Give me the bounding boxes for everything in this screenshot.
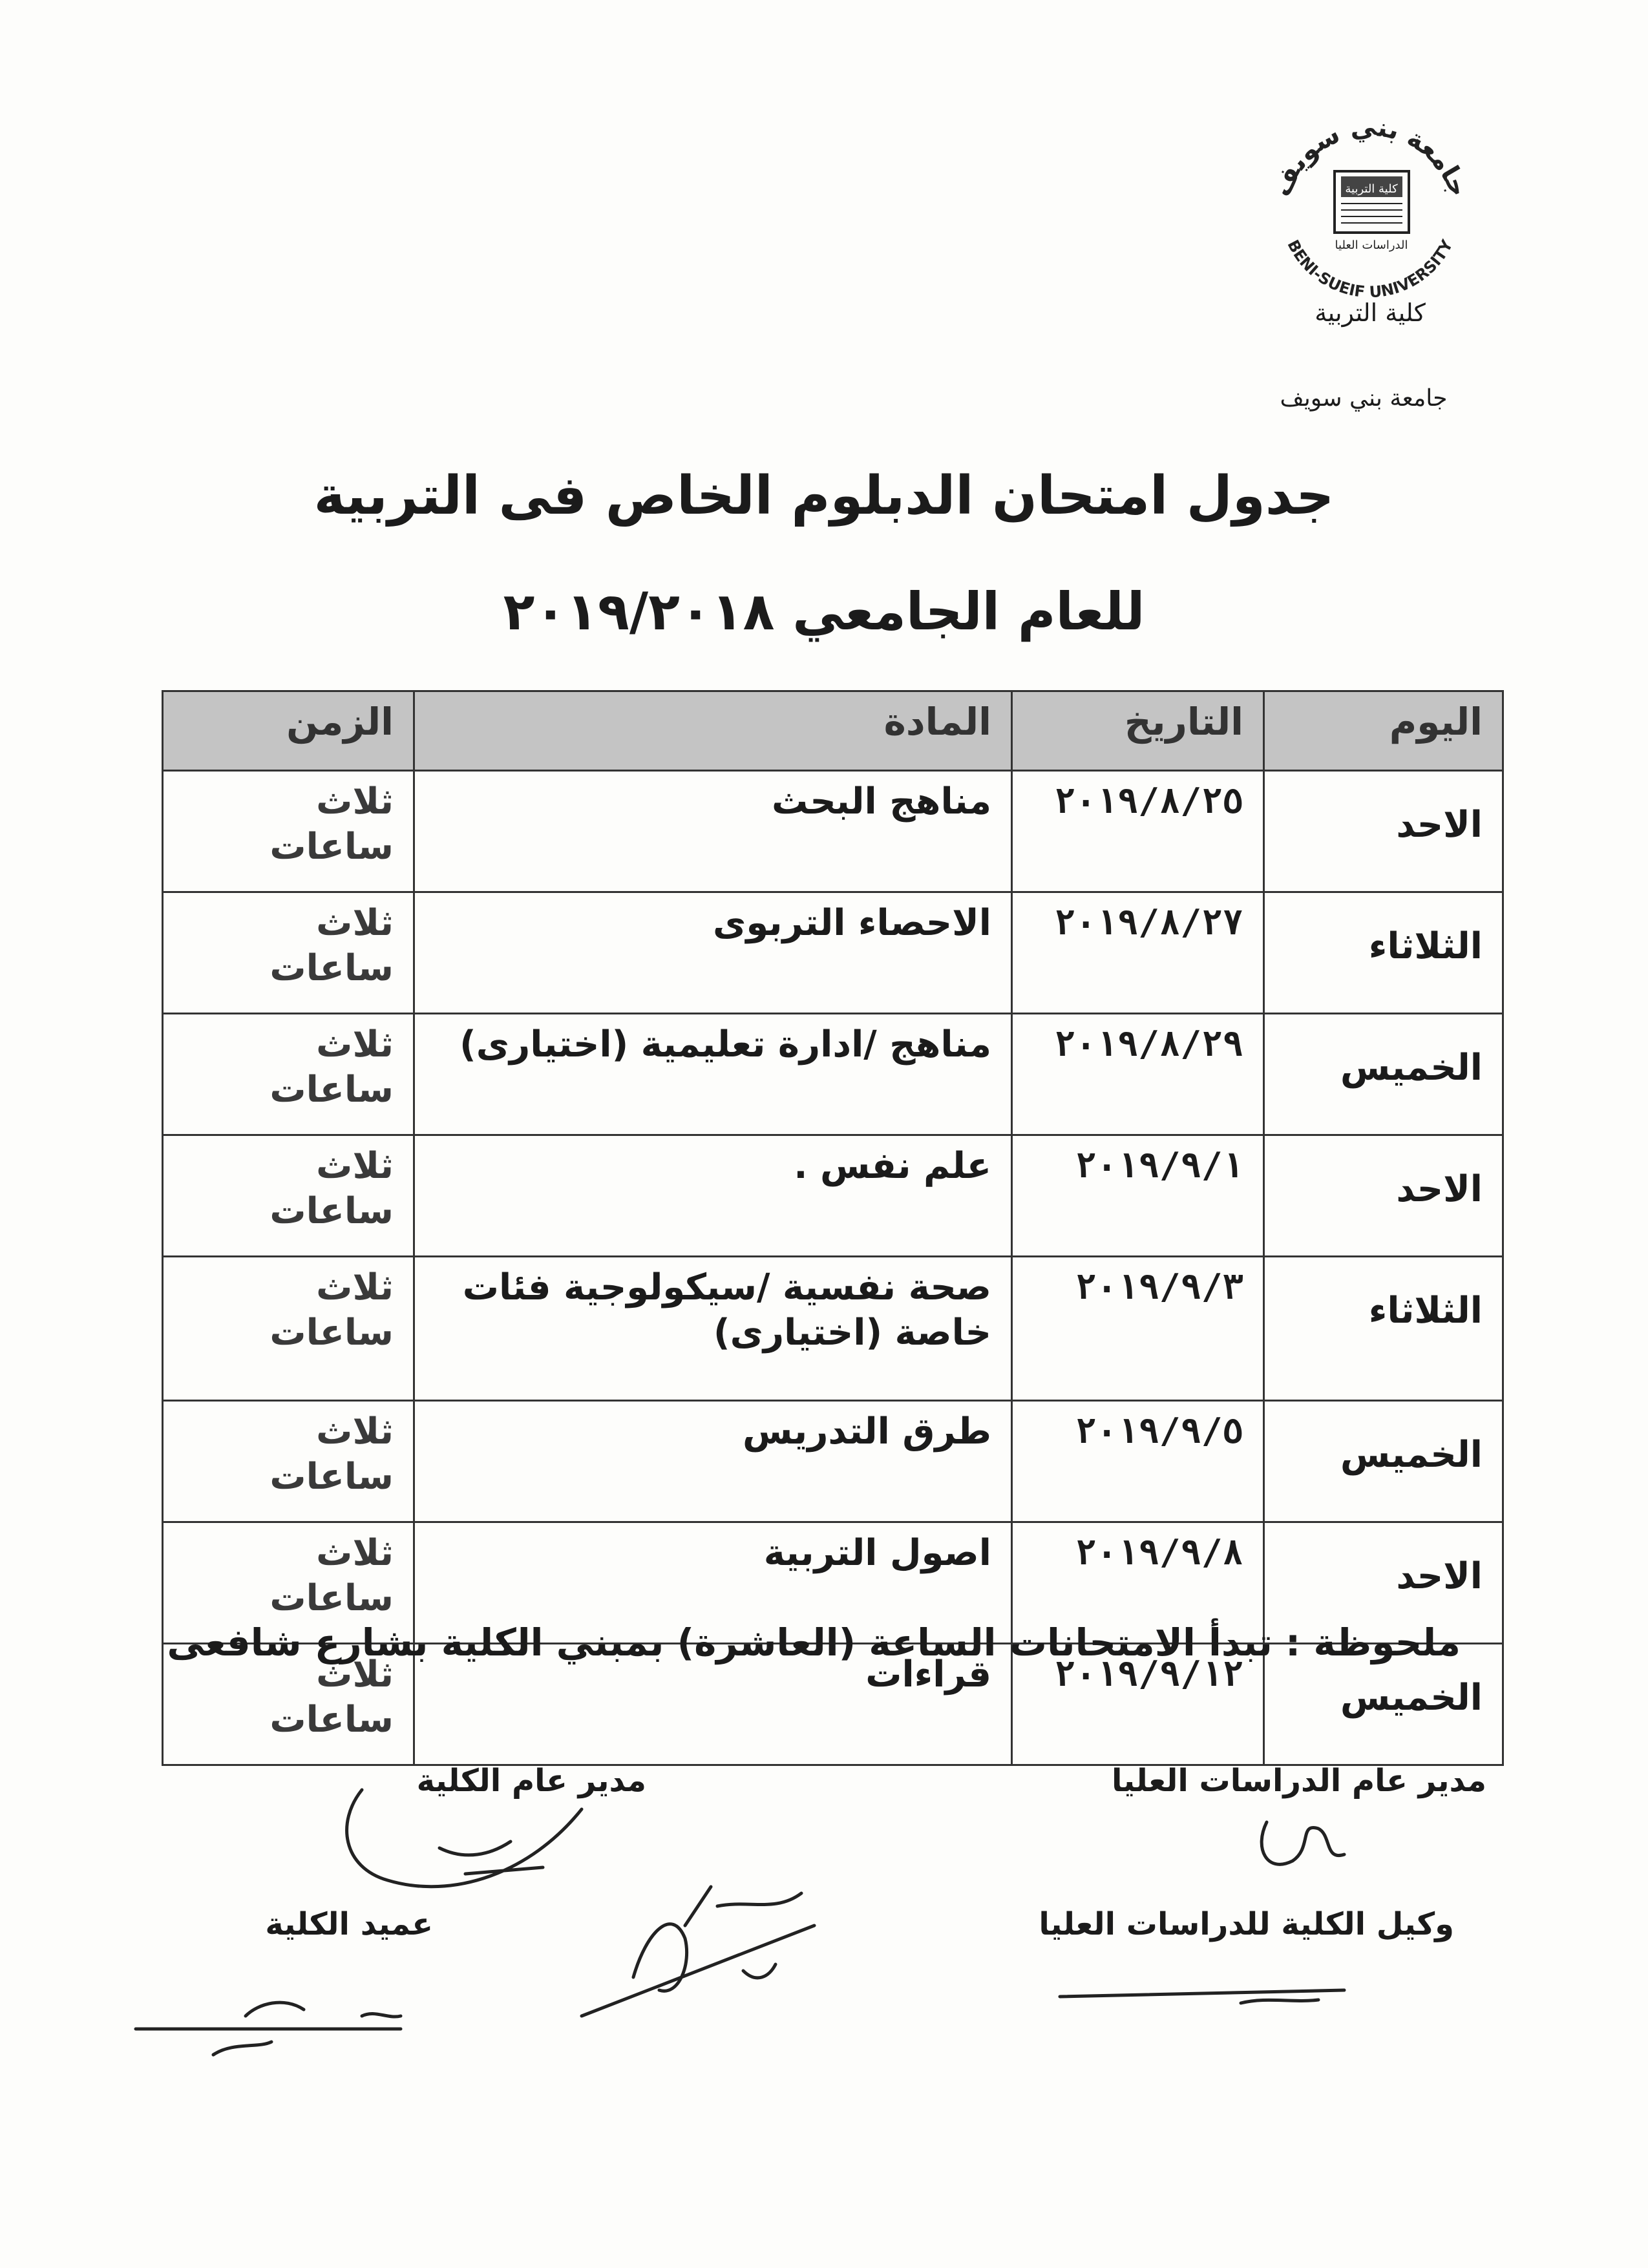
cell-day: الاحد [1264,771,1503,892]
signature-label-vice-dean: وكيل الكلية للدراسات العليا [1039,1906,1454,1942]
cell-subject: صحة نفسية /سيكولوجية فئات خاصة (اختيارى) [414,1257,1012,1401]
cell-subject: قراءات [414,1644,1012,1765]
cell-day: الثلاثاء [1264,892,1503,1014]
cell-day: الاحد [1264,1135,1503,1257]
cell-date: ٢٠١٩/٩/١٢ [1012,1644,1264,1765]
cell-duration: ثلاث ساعات [163,1257,414,1401]
cell-date: ٢٠١٩/٩/٨ [1012,1522,1264,1644]
signature-vice-dean [1060,1990,1344,2003]
signature-dean [136,2002,401,2055]
university-logo [1260,110,1480,304]
cell-duration: ثلاث ساعات [163,1644,414,1765]
table-row [163,892,1503,1014]
cell-subject: علم نفس . [414,1135,1012,1257]
cell-subject: الاحصاء التربوى [414,892,1012,1014]
table-row [163,1257,1503,1401]
svg-text:BENI-SUEIF UNIVERSITY: BENI-SUEIF UNIVERSITY [1284,236,1457,302]
table-row [163,1014,1503,1135]
signature-label-director-faculty: مدير عام الكلية [416,1763,646,1799]
cell-duration: ثلاث ساعات [163,1522,414,1644]
cell-subject: مناهج البحث [414,771,1012,892]
cell-duration: ثلاث ساعات [163,771,414,892]
cell-date: ٢٠١٩/٨/٢٧ [1012,892,1264,1014]
cell-date: ٢٠١٩/٨/٢٥ [1012,771,1264,892]
signature-middle [582,1887,814,2016]
column-header-subject: المادة [414,691,1012,771]
cell-duration: ثلاث ساعات [163,1014,414,1135]
column-header-duration: الزمن [163,691,414,771]
document-title: جدول امتحان الدبلوم الخاص فى التربية [313,465,1335,527]
cell-subject: طرق التدريس [414,1401,1012,1522]
column-header-day: اليوم [1264,691,1503,771]
cell-day: الثلاثاء [1264,1257,1503,1401]
cell-day: الخميس [1264,1014,1503,1135]
table-row [163,1401,1503,1522]
exam-note: ملحوظة : تبدأ الامتحانات الساعة (العاشرة) بمبني الكلية بشارع شافعى [167,1621,1461,1664]
cell-date: ٢٠١٩/٩/١ [1012,1135,1264,1257]
cell-duration: ثلاث ساعات [163,1135,414,1257]
table-row [163,771,1503,892]
svg-text:كلية التربية: كلية التربية [1345,182,1398,196]
cell-subject: مناهج /ادارة تعليمية (اختيارى) [414,1014,1012,1135]
svg-text:جامعة بني سويف: جامعة بني سويف [1266,111,1474,201]
university-name: جامعة بني سويف [1280,385,1448,412]
signature-director-faculty [347,1790,582,1887]
signature-label-dean: عميد الكلية [265,1906,433,1942]
column-header-date: التاريخ [1012,691,1264,771]
cell-date: ٢٠١٩/٨/٢٩ [1012,1014,1264,1135]
cell-date: ٢٠١٩/٩/٥ [1012,1401,1264,1522]
signature-label-director-grad-studies: مدير عام الدراسات العليا [1112,1763,1486,1799]
cell-day: الخميس [1264,1644,1503,1765]
faculty-name: كلية التربية [1315,299,1426,327]
exam-schedule-table [162,690,1504,1766]
academic-year: للعام الجامعي ٢٠١٩/٢٠١٨ [503,582,1145,642]
cell-duration: ثلاث ساعات [163,1401,414,1522]
table-header-row [163,691,1503,771]
svg-text:الدراسات العليا: الدراسات العليا [1335,238,1408,252]
cell-day: الخميس [1264,1401,1503,1522]
table-row [163,1135,1503,1257]
cell-subject: اصول التربية [414,1522,1012,1644]
cell-day: الاحد [1264,1522,1503,1644]
cell-duration: ثلاث ساعات [163,892,414,1014]
cell-date: ٢٠١٩/٩/٣ [1012,1257,1264,1401]
signature-director-grad-studies [1262,1822,1344,1864]
